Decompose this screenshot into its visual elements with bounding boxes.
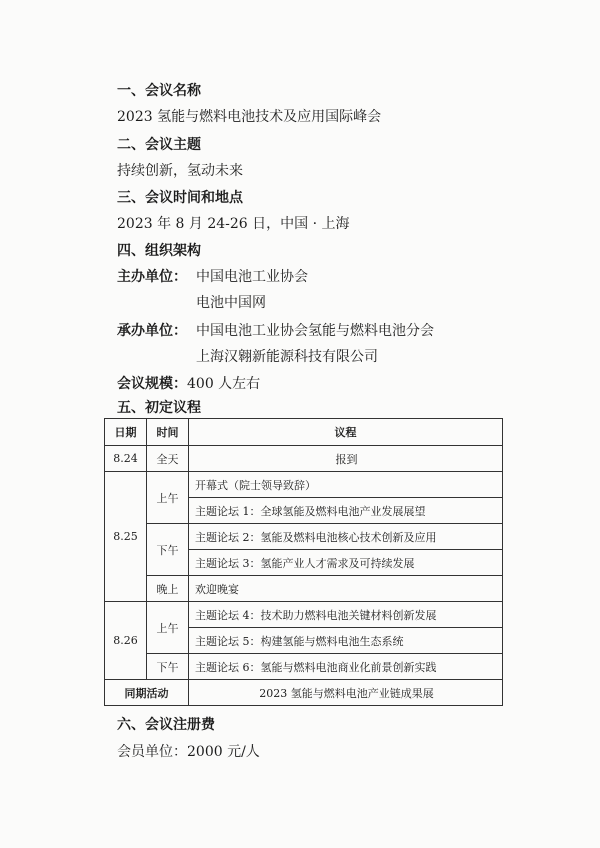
agenda-cell: 主题论坛 4：技术助力燃料电池关键材料创新发展	[189, 602, 503, 628]
table-row	[105, 576, 503, 602]
header-date: 日期	[105, 419, 147, 446]
organizer-label: 承办单位：	[117, 323, 187, 339]
scale-label: 会议规模：	[117, 376, 187, 392]
scale-row	[117, 373, 260, 393]
agenda-cell: 主题论坛 2：氢能及燃料电池核心技术创新及应用	[189, 524, 503, 550]
section-3-heading: 三、会议时间和地点	[117, 190, 243, 206]
table-row	[105, 472, 503, 498]
section-2-heading: 二、会议主题	[117, 137, 201, 153]
host-label: 主办单位：	[117, 269, 187, 285]
date-cell: 8.26	[105, 602, 147, 680]
conference-time-place: 2023 年 8 月 24-26 日，中国 · 上海	[117, 216, 350, 232]
time-cell: 全天	[147, 446, 189, 472]
time-cell: 下午	[147, 524, 189, 576]
table-row-parallel	[105, 680, 503, 706]
conference-name: 2023 氢能与燃料电池技术及应用国际峰会	[117, 109, 382, 125]
organizer-1: 中国电池工业协会氢能与燃料电池分会	[196, 323, 434, 339]
agenda-cell: 主题论坛 6：氢能与燃料电池商业化前景创新实践	[189, 654, 503, 680]
header-agenda: 议程	[189, 419, 503, 446]
table-row	[105, 602, 503, 628]
section-1-heading: 一、会议名称	[117, 83, 201, 99]
section-5-heading: 五、初定议程	[117, 400, 201, 416]
parallel-label: 同期活动	[105, 680, 189, 706]
date-cell: 8.24	[105, 446, 147, 472]
agenda-cell: 欢迎晚宴	[189, 576, 503, 602]
table-row	[105, 654, 503, 680]
host-1: 中国电池工业协会	[196, 269, 308, 285]
time-cell: 上午	[147, 472, 189, 524]
header-time: 时间	[147, 419, 189, 446]
agenda-cell: 主题论坛 3：氢能产业人才需求及可持续发展	[189, 550, 503, 576]
time-cell: 上午	[147, 602, 189, 654]
parallel-text: 2023 氢能与燃料电池产业链成果展	[189, 680, 503, 706]
agenda-cell: 开幕式（院士领导致辞）	[189, 472, 503, 498]
agenda-cell: 报到	[189, 446, 503, 472]
host-2: 电池中国网	[196, 295, 266, 311]
conference-theme: 持续创新，氢动未来	[117, 163, 243, 179]
table-row	[105, 524, 503, 550]
organizer-2: 上海汉翱新能源科技有限公司	[196, 349, 378, 365]
date-cell: 8.25	[105, 472, 147, 602]
agenda-table	[104, 418, 503, 706]
section-4-heading: 四、组织架构	[117, 243, 201, 259]
scale-value: 400 人左右	[187, 376, 261, 392]
table-header-row	[105, 419, 503, 446]
registration-fee: 会员单位：2000 元/人	[117, 744, 260, 760]
agenda-cell: 主题论坛 5：构建氢能与燃料电池生态系统	[189, 628, 503, 654]
host-row	[117, 266, 187, 286]
section-6-heading: 六、会议注册费	[117, 717, 215, 733]
time-cell: 下午	[147, 654, 189, 680]
table-row	[105, 446, 503, 472]
organizer-row	[117, 320, 187, 340]
agenda-cell: 主题论坛 1：全球氢能及燃料电池产业发展展望	[189, 498, 503, 524]
time-cell: 晚上	[147, 576, 189, 602]
